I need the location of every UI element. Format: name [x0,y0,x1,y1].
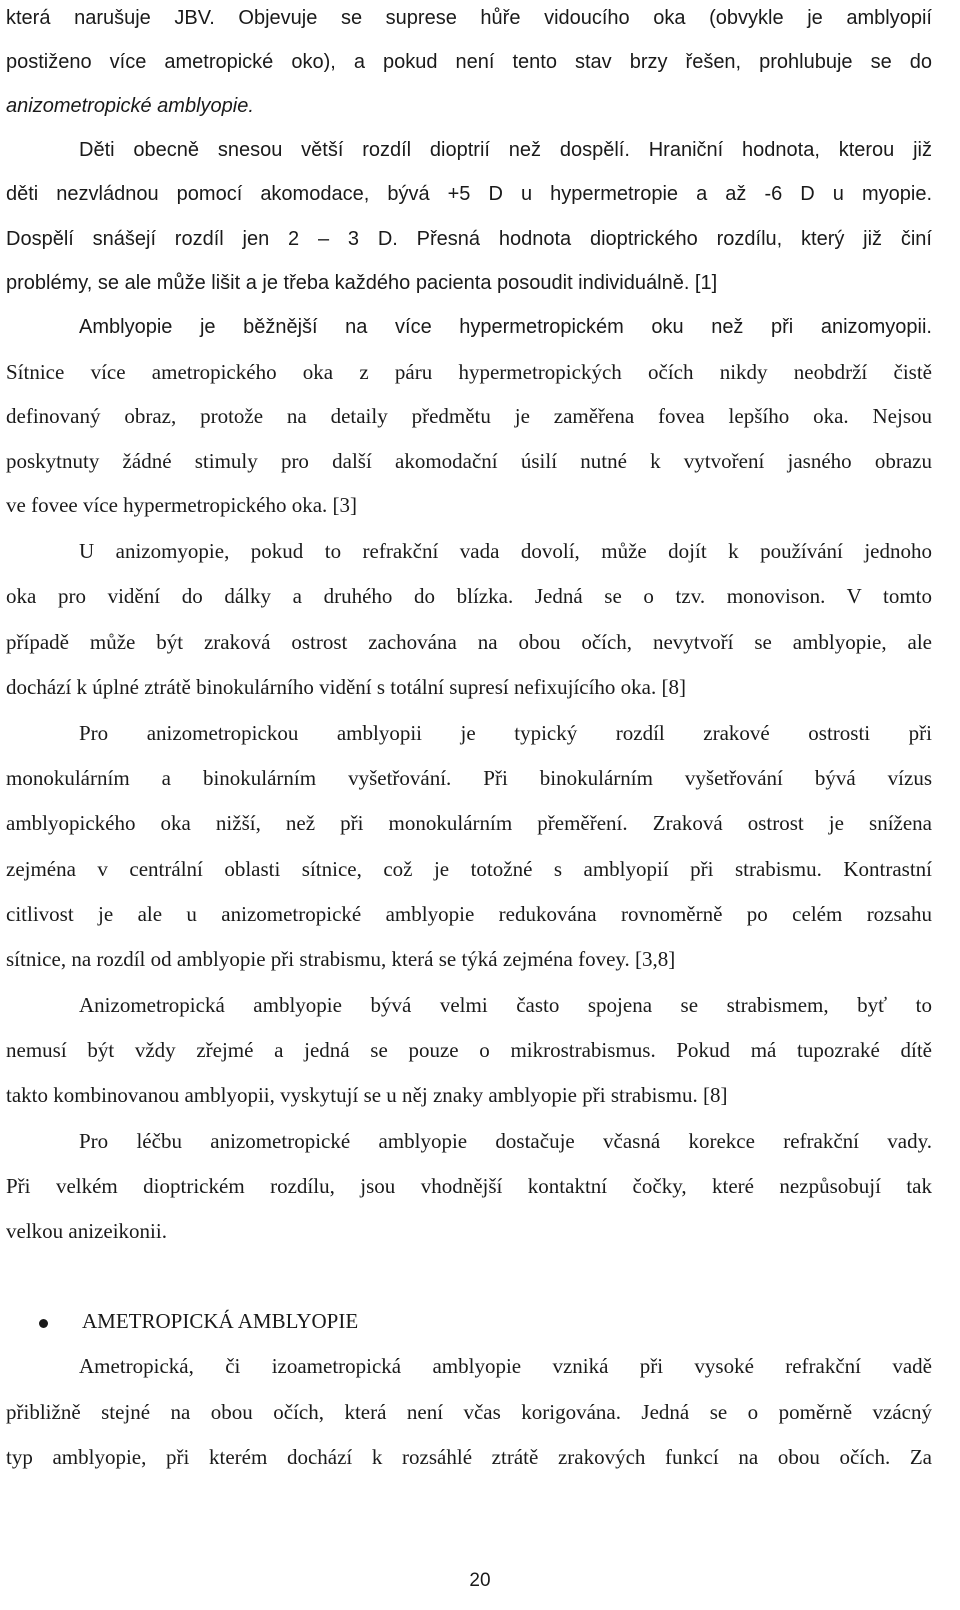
text-line: která narušuje JBV. Objevuje se suprese hůře vidoucího oka (obvykle je amblyopií [6,7,932,29]
text-line: dochází k úplné ztrátě binokulárního vidění s totální supresí nefixujícího oka. [8] [6,675,686,699]
text-line: poskytnuty žádné stimuly pro další akomodační úsilí nutné k vytvoření jasného obrazu [6,449,932,473]
text-line: děti nezvládnou pomocí akomodace, bývá +5 D u hypermetropie a až -6 D u myopie. [6,183,932,205]
text-line: U anizomyopie, pokud to refrakční vada dovolí, může dojít k používání jednoho [79,539,932,563]
section-heading: AMETROPICKÁ AMBLYOPIE [82,1309,359,1333]
text-line: Anizometropická amblyopie bývá velmi často spojena se strabismem, byť to [79,993,932,1017]
text-line: takto kombinovanou amblyopii, vyskytují se u něj znaky amblyopie při strabismu. [8] [6,1083,728,1107]
text-line: Při velkém dioptrickém rozdílu, jsou vhodnější kontaktní čočky, které nezpůsobují tak [6,1174,932,1198]
text-line: velkou anizeikonii. [6,1219,167,1243]
bullet-icon [39,1319,48,1328]
text-line: ve fovee více hypermetropického oka. [3] [6,493,358,517]
text-line: problémy, se ale může lišit a je třeba každého pacienta posoudit individuálně. [1] [6,272,718,294]
text-line: Ametropická, či izoametropická amblyopie vzniká při vysoké refrakční vadě [79,1354,932,1378]
text-line: případě může být zraková ostrost zachována na obou očích, nevytvoří se amblyopie, ale [6,630,932,654]
page-number: 20 [469,1570,491,1591]
text-line: monokulárním a binokulárním vyšetřování. Při binokulárním vyšetřování bývá vízus [6,766,932,790]
text-line: zejména v centrální oblasti sítnice, což je totožné s amblyopií při strabismu. Kontrastní [6,857,932,881]
text-line: nemusí být vždy zřejmé a jedná se pouze o mikrostrabismus. Pokud má tupozraké dítě [6,1038,932,1062]
text-line: citlivost je ale u anizometropické amblyopie redukována rovnoměrně po celém rozsahu [6,902,932,926]
text-line: Pro anizometropickou amblyopii je typický rozdíl zrakové ostrosti při [79,721,932,745]
text-line: definovaný obraz, protože na detaily předmětu je zaměřena fovea lepšího oka. Nejsou [6,404,932,428]
text-line: Pro léčbu anizometropické amblyopie dostačuje včasná korekce refrakční vady. [79,1129,932,1153]
text-line: Sítnice více ametropického oka z páru hypermetropických očích nikdy neobdrží čistě [6,360,932,384]
text-line: Dospělí snášejí rozdíl jen 2 – 3 D. Přesná hodnota dioptrického rozdílu, který již činí [6,228,932,250]
text-line: postiženo více ametropické oko), a pokud není tento stav brzy řešen, prohlubuje se do [6,51,932,73]
text-line: amblyopického oka nižší, než při monokulárním přeměření. Zraková ostrost je snížena [6,811,932,835]
text-line: typ amblyopie, při kterém dochází k rozsáhlé ztrátě zrakových funkcí na obou očích. Za [6,1445,932,1469]
text-line: Děti obecně snesou větší rozdíl dioptrií než dospělí. Hraniční hodnota, kterou již [79,139,932,161]
text-line: oka pro vidění do dálky a druhého do blízka. Jedná se o tzv. monovison. V tomto [6,584,932,608]
text-line: přibližně stejné na obou očích, která není včas korigována. Jedná se o poměrně vzácný [6,1400,932,1424]
text-line: sítnice, na rozdíl od amblyopie při strabismu, která se týká zejména fovey. [3,8] [6,947,676,971]
text-line: Amblyopie je běžnější na více hypermetropickém oku než při anizomyopii. [79,316,932,338]
text-line: anizometropické amblyopie. [6,95,254,117]
